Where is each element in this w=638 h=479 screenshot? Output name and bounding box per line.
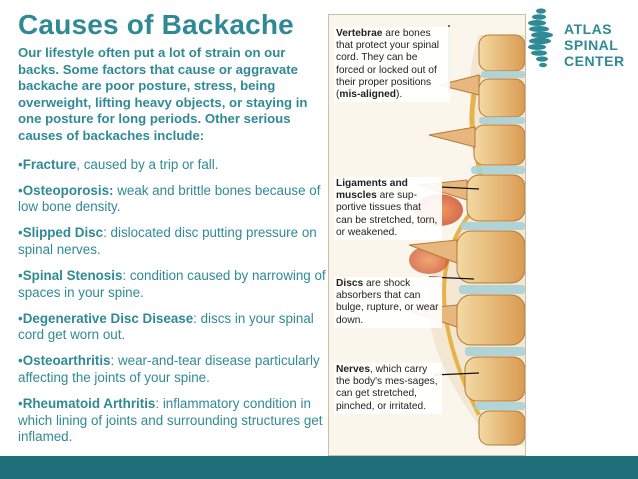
cause-term: Osteoarthritis [22, 353, 111, 369]
cause-term: Rheumatoid Arthritis [22, 396, 156, 412]
text-column [18, 8, 328, 455]
cause-description: : condition caused by narrowing of spaces in your spine. [18, 268, 326, 300]
cause-fracture: •Fracture, caused by a trip or fall. [18, 156, 219, 172]
callout-tail: ). [396, 89, 403, 101]
slide-title: Causes of Backache [18, 9, 294, 40]
logo-wordmark [564, 21, 625, 69]
footer-bar [0, 456, 638, 479]
logo-line-3: CENTER [564, 53, 625, 69]
cause-term: Slipped Disc [22, 225, 104, 241]
causes-list [18, 157, 328, 446]
spine-logo-icon [526, 5, 560, 69]
cause-term: Fracture [22, 156, 77, 172]
logo-line-2: SPINAL [564, 37, 619, 53]
callout-nerves [334, 363, 442, 414]
cause-spinal-stenosis: •Spinal Stenosis: condition caused by narrowing of spaces in your spine. [18, 268, 326, 300]
callout-term: Vertebrae [336, 28, 383, 39]
callout-text: are sup-portive tissues that can be stretched, torn, or weakened. [336, 190, 438, 238]
cause-degenerative-disc-disease: •Degenerative Disc Disease: discs in your spinal cord get worn out. [18, 310, 314, 343]
logo-line-1: ATLAS [564, 21, 613, 37]
cause-term: Degenerative Disc Disease [22, 310, 194, 326]
cause-osteoporosis: •Osteoporosis: weak and brittle bones because of low bone density. [18, 182, 321, 215]
callout-text: , which carry the body's mes-sages, can get stretched, pinched, or irritated. [336, 364, 438, 412]
atlas-spinal-center-logo [526, 5, 634, 69]
callout-term: Ligaments and muscles [336, 178, 408, 202]
cause-description: : inflammatory condition in which lining of joints and surrounding structures get inflamed. [18, 396, 323, 445]
cause-description: weak and brittle bones because of low bone density. [18, 182, 321, 215]
cause-osteoarthritis: •Osteoarthritis: wear-and-tear disease particularly affecting the joints of your spine. [18, 353, 320, 385]
cause-term: Osteoporosis: [22, 182, 114, 198]
callout-term-2: mis-aligned [339, 89, 397, 101]
cause-description: , caused by a trip or fall. [76, 156, 219, 172]
callout-text: are shock absorbers that can bulge, rupture, or wear down. [336, 278, 439, 326]
spine-illustration [328, 14, 526, 456]
cause-term: Spinal Stenosis [22, 268, 123, 284]
callout-discs [334, 277, 442, 328]
cause-description: : dislocated disc putting pressure on spinal nerves. [18, 225, 317, 257]
cause-slipped-disc: •Slipped Disc: dislocated disc putting pressure on spinal nerves. [18, 225, 317, 257]
callout-term: Nerves [336, 364, 370, 375]
cause-description: : discs in your spinal cord get worn out. [18, 310, 314, 343]
callout-term: Discs [336, 278, 364, 289]
cause-rheumatoid-arthritis: •Rheumatoid Arthritis: inflammatory condition in which lining of joints and surrounding structures get inflamed. [18, 396, 323, 445]
callout-vertebrae [334, 27, 450, 102]
cause-description: : wear-and-tear disease particularly affecting the joints of your spine. [18, 353, 320, 385]
callout-text: are bones that protect your spinal cord. They can be forced or locked out of their proper positions ( [336, 28, 440, 101]
intro-paragraph: Our lifestyle often put a lot of strain on our backs. Some factors that cause or aggravate backache are poor posture, stress, being overweight, lifting heavy objects, or staying in one posture for long periods. Other serious causes of backaches include: [18, 45, 308, 143]
callout-ligaments-muscles [334, 177, 442, 240]
